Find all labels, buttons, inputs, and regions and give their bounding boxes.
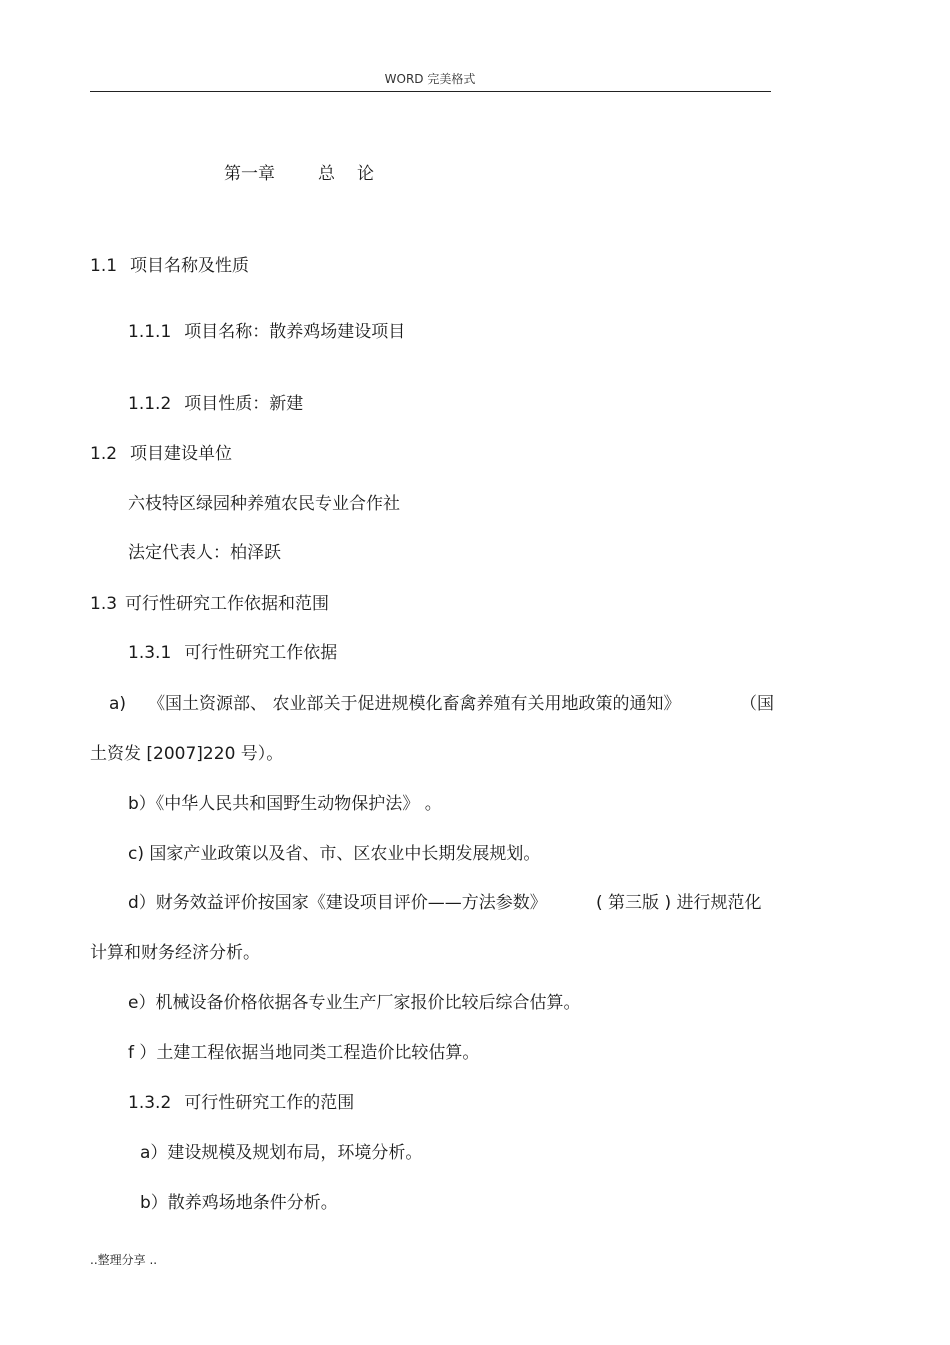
basis-item-d-continued: 计算和财务经济分析。 xyxy=(90,943,260,963)
section-title: 项目名称及性质 xyxy=(130,256,250,276)
section-number: 1.1 xyxy=(90,256,118,276)
section-1-3 xyxy=(90,594,329,614)
basis-item-d-tail: ( 第三版 ) 进行规范化 xyxy=(596,893,762,913)
section-1-3-2 xyxy=(128,1093,354,1113)
section-1-1 xyxy=(90,256,249,276)
section-1-1-1 xyxy=(128,322,405,342)
section-title: 可行性研究工作依据和范围 xyxy=(125,594,330,614)
basis-item-d: d）财务效益评价按国家《建设项目评价——方法参数》 xyxy=(128,893,547,913)
chapter-heading xyxy=(224,164,374,184)
section-number: 1.1.1 xyxy=(128,322,172,342)
basis-item-a-paren: （国 xyxy=(740,694,774,714)
chapter-title-b: 论 xyxy=(357,164,374,184)
chapter-prefix: 第一章 xyxy=(224,164,275,184)
unit-name: 六枝特区绿园种养殖农民专业合作社 xyxy=(128,494,400,514)
section-1-3-1 xyxy=(128,643,337,663)
section-text: 可行性研究工作的范围 xyxy=(184,1093,355,1113)
chapter-title-a: 总 xyxy=(318,164,335,184)
basis-item-a xyxy=(109,694,680,714)
scope-item-a: a）建设规模及规划布局，环境分析。 xyxy=(140,1143,423,1163)
page-footer: ..整理分享 .. xyxy=(90,1253,158,1267)
section-number: 1.3.2 xyxy=(128,1093,172,1113)
header-rule xyxy=(90,91,771,92)
section-number: 1.3 xyxy=(90,594,118,614)
legal-representative: 法定代表人：柏泽跃 xyxy=(128,543,281,563)
basis-item-e: e）机械设备价格依据各专业生产厂家报价比较后综合估算。 xyxy=(128,993,581,1013)
section-text: 项目性质：新建 xyxy=(184,394,304,414)
section-1-1-2 xyxy=(128,394,303,414)
section-title: 项目建设单位 xyxy=(130,444,233,464)
section-number: 1.3.1 xyxy=(128,643,172,663)
section-1-2 xyxy=(90,444,232,464)
basis-item-a-continued: 土资发 [2007]220 号）。 xyxy=(90,744,284,764)
section-number: 1.1.2 xyxy=(128,394,172,414)
basis-item-c: c) 国家产业政策以及省、市、区农业中长期发展规划。 xyxy=(128,844,541,864)
section-text: 项目名称：散养鸡场建设项目 xyxy=(184,322,406,342)
scope-item-b: b）散养鸡场地条件分析。 xyxy=(140,1193,338,1213)
basis-item-b: b）《中华人民共和国野生动物保护法》 。 xyxy=(128,794,442,814)
page-header: WORD 完美格式 xyxy=(384,72,476,86)
section-text: 可行性研究工作依据 xyxy=(184,643,338,663)
item-label: a) xyxy=(109,694,127,714)
basis-item-f: f ）土建工程依据当地同类工程造价比较估算。 xyxy=(128,1043,480,1063)
item-text: 《国土资源部、 农业部关于促进规模化畜禽养殖有关用地政策的通知》 xyxy=(148,694,681,714)
section-number: 1.2 xyxy=(90,444,118,464)
